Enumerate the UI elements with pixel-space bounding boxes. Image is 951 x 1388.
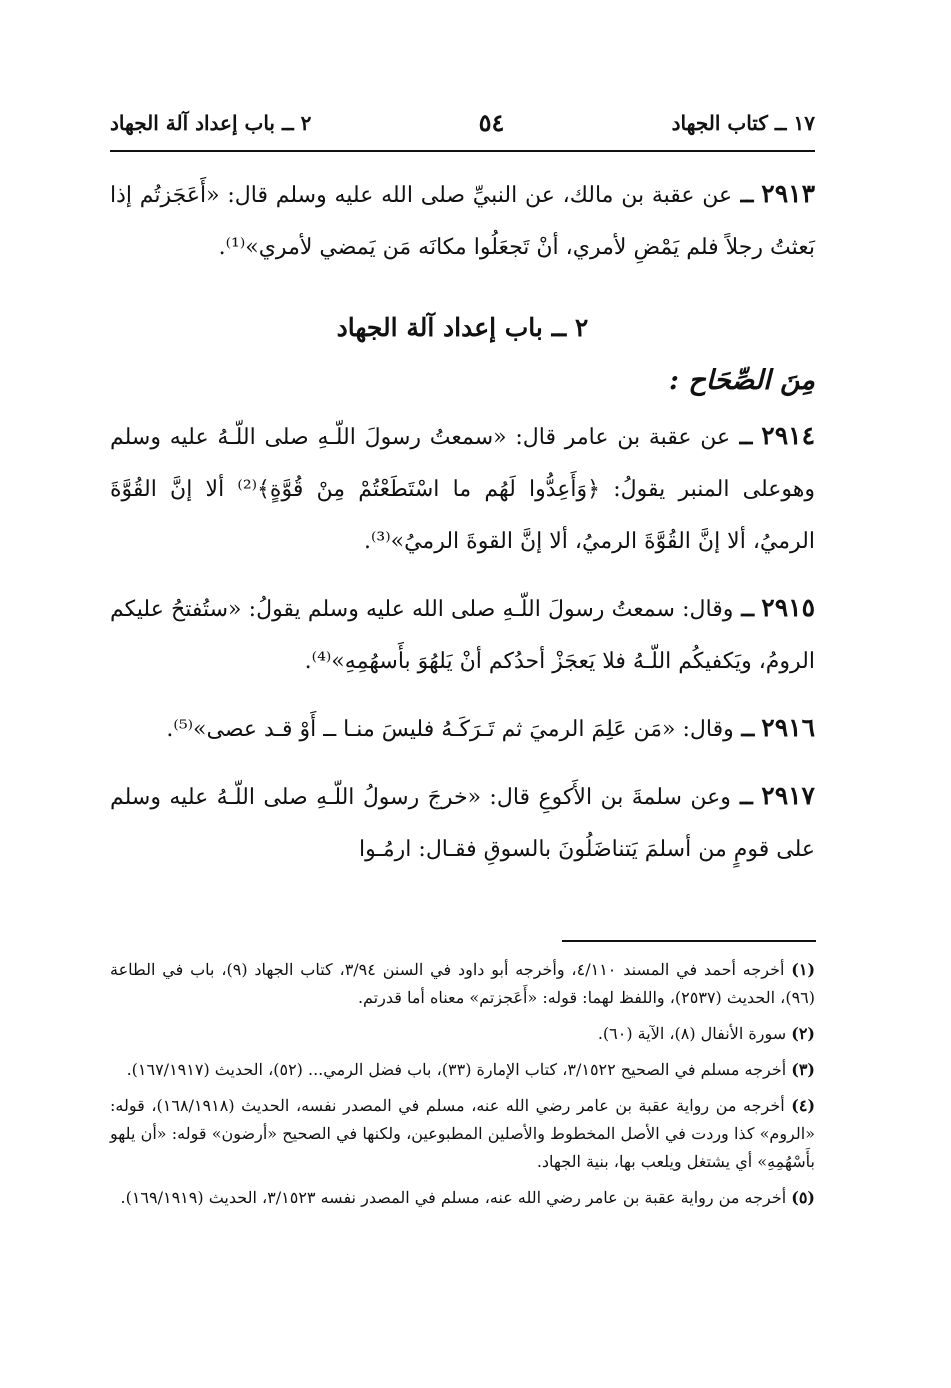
hadith-dash: ــ	[732, 182, 754, 208]
footnote-rule	[562, 940, 816, 942]
footnote-text: أخرجه من رواية عقبة بن عامر رضي الله عنه، مسلم في المصدر نفسه ٣/١٥٢٣، الحديث (١٦٩/١٩١٩).	[120, 1188, 787, 1207]
footnote-2	[110, 1020, 815, 1048]
main-text	[110, 168, 815, 890]
hadith-dash: ــ	[733, 596, 755, 622]
hadith-number: ٢٩١٧	[761, 781, 815, 810]
source-label: مِنَ الصِّحَاح :	[668, 365, 815, 396]
footnote-number: (١)	[791, 960, 816, 979]
page-number: ٥٤	[478, 108, 505, 137]
footnote-number: (٤)	[791, 1096, 816, 1115]
footnote-number: (٣)	[791, 1060, 815, 1079]
header-rule	[110, 150, 815, 152]
hadith-2917	[110, 770, 815, 876]
hadith-2915	[110, 582, 815, 688]
footnote-text: أخرجه من رواية عقبة بن عامر رضي الله عنه، مسلم في المصدر نفسه، الحديث (١٦٨/١٩١٨)، قوله: «الروم» كذا وردت في الأصل المخطوط والأصلين المطبوعين، ولكنها في الصحيح «أرضون» قوله: «أن يلهو بأَسْهُمِهِ» أي يشتغل ويلعب بها، بنية الجهاد.	[110, 1096, 815, 1171]
hadith-text: وعن سلمةَ بن الأَكوعِ قال: «خرجَ رسولُ اللّـهِ صلى اللّـهُ عليه وسلم على قومٍ من أسلمَ يَتناضَلُونَ بالسوقِ فقـال: ارمُـوا	[110, 785, 815, 862]
footnote-5	[110, 1184, 815, 1212]
hadith-dash: ــ	[730, 424, 753, 450]
hadith-text: عن عقبة بن مالك، عن النبيِّ صلى الله عليه وسلم قال: «أَعَجَزتُم إذا بَعثتُ رجلاً فلم يَمْضِ لأمري، أنْ تَجعَلُوا مكانَه مَن يَمضي لأمري»⁽¹⁾.	[110, 183, 815, 260]
hadith-dash: ــ	[733, 716, 755, 742]
header-chapter-title: ٢ ــ باب إعداد آلة الجهاد	[110, 111, 312, 135]
footnote-text: أخرجه مسلم في الصحيح ٣/١٥٢٢، كتاب الإمارة (٣٣)، باب فضل الرمي... (٥٢)، الحديث (١٦٧/١٩١٧).	[126, 1060, 787, 1079]
hadith-text: وقال: «مَن عَلِمَ الرميَ ثم تَـرَكَـهُ فليسَ منـا ــ أَوْ قـد عصى»⁽⁵⁾.	[166, 717, 734, 742]
chapter-title: ٢ ــ باب إعداد آلة الجهاد	[336, 313, 589, 342]
hadith-number: ٢٩١٦	[761, 713, 815, 742]
footnote-4	[110, 1092, 815, 1176]
footnote-1	[110, 956, 815, 1012]
hadith-2916	[110, 702, 815, 756]
header-book-title: ١٧ ــ كتاب الجهاد	[671, 111, 815, 135]
hadith-2914	[110, 410, 815, 568]
hadith-dash: ــ	[730, 784, 753, 810]
footnote-text: أخرجه أحمد في المسند ٤/١١٠، وأخرجه أبو داود في السنن ٣/٩٤، كتاب الجهاد (٩)، باب في الطاعة (٩٦)، الحديث (٢٥٣٧)، واللفظ لهما: قوله: «أَعَجزتم» معناه أما قدرتم.	[110, 960, 815, 1007]
hadith-text: عن عقبة بن عامر قال: «سمعتُ رسولَ اللّـهِ صلى اللّـهُ عليه وسلم وهوعلى المنبر يقولُ: ﴿وَأَعِدُّوا لَهُم ما اسْتَطَعْتُمْ مِنْ قُوَّةٍ﴾⁽²⁾ ألا إنَّ القُوَّةَ الرميُ، ألا إنَّ القُوَّةَ الرميُ، ألا إنَّ القوةَ الرميُ»⁽³⁾.	[110, 425, 815, 554]
hadith-2913	[110, 168, 815, 274]
hadith-number: ٢٩١٣	[761, 179, 815, 208]
hadith-number: ٢٩١٤	[761, 421, 815, 450]
hadith-number: ٢٩١٥	[761, 593, 815, 622]
hadith-text: وقال: سمعتُ رسولَ اللّـهِ صلى الله عليه وسلم يقولُ: «ستُفتحُ عليكم الرومُ، ويَكفيكُم اللّـهُ فلا يَعجَزْ أحدُكم أنْ يَلهُوَ بأَسهُمِهِ»⁽⁴⁾.	[110, 597, 815, 674]
running-header	[110, 108, 815, 138]
footnote-number: (٥)	[791, 1188, 815, 1207]
footnote-3	[110, 1056, 815, 1084]
footnote-number: (٢)	[791, 1024, 815, 1043]
footnotes	[110, 956, 815, 1220]
footnote-text: سورة الأنفال (٨)، الآية (٦٠).	[597, 1024, 787, 1043]
